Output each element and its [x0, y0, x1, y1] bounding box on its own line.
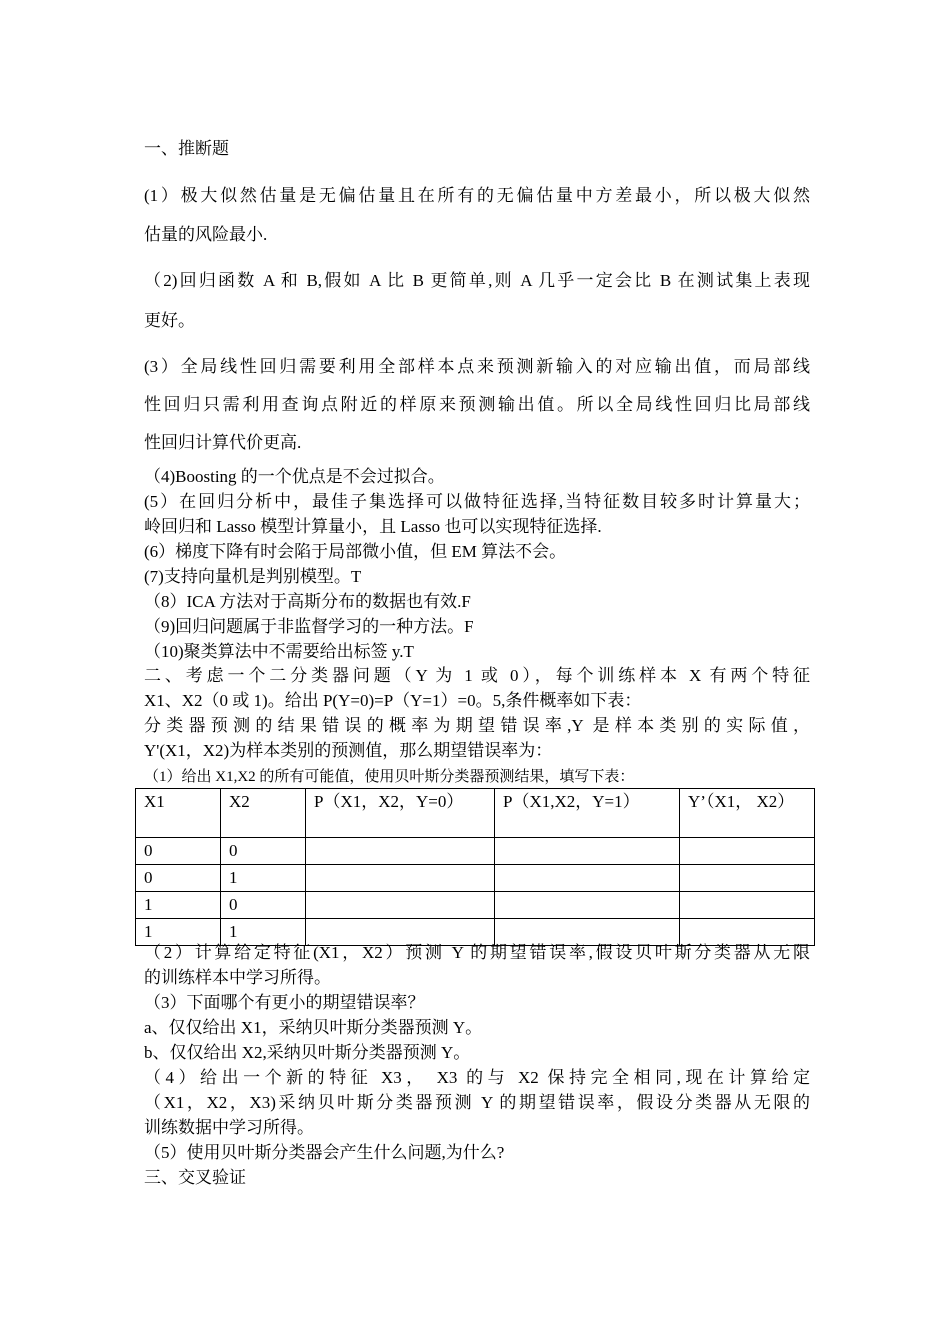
cell-x1: 1: [136, 919, 221, 946]
question-2-line-1: （2)回归函数 A 和 B,假如 A 比 B 更简单,则 A 几乎一定会比 B 在测试集上表现: [144, 271, 810, 290]
question-2-line-2: 更好。: [144, 311, 195, 330]
cell-y-pred: [680, 865, 815, 892]
sub-question-4-line-3: 训练数据中学习所得。: [144, 1118, 314, 1137]
table-row: [136, 865, 815, 892]
prediction-table: [135, 788, 815, 946]
option-a: a、仅仅给出 X1，采纳贝叶斯分类器预测 Y。: [144, 1018, 483, 1037]
cell-x2: 0: [221, 892, 306, 919]
section-heading-1: 一、推断题: [144, 139, 229, 158]
option-b: b、仅仅给出 X2,采纳贝叶斯分类器预测 Y。: [144, 1043, 471, 1062]
table-row: [136, 838, 815, 865]
question-6: (6）梯度下降有时会陷于局部微小值，但 EM 算法不会。: [144, 542, 567, 561]
section-heading-3: 三、交叉验证: [144, 1168, 246, 1187]
cell-p-y1: [495, 892, 680, 919]
header-y-pred: Y’（X1， X2）: [680, 789, 815, 838]
section-heading-2-line-2: X1、X2（0 或 1)。给出 P(Y=0)=P（Y=1）=0。5,条件概率如下表：: [144, 691, 642, 710]
question-7: (7)支持向量机是判别模型。T: [144, 567, 362, 586]
table-header-row: [136, 789, 815, 838]
sub-question-3: （3）下面哪个有更小的期望错误率？: [144, 993, 425, 1012]
cell-p-y0: [306, 892, 495, 919]
cell-x1: 1: [136, 892, 221, 919]
header-x1: X1: [136, 789, 221, 838]
question-8: （8）ICA 方法对于高斯分布的数据也有效.F: [144, 592, 471, 611]
cell-x1: 0: [136, 838, 221, 865]
cell-x2: 1: [221, 919, 306, 946]
sub-question-1: （1）给出 X1,X2 的所有可能值，使用贝叶斯分类器预测结果，填写下表：: [144, 769, 635, 785]
question-9: （9)回归问题属于非监督学习的一种方法。F: [144, 617, 474, 636]
cell-p-y0: [306, 865, 495, 892]
cell-y-pred: [680, 892, 815, 919]
error-rate-line-2: Y'(X1，X2)为样本类别的预测值，那么期望错误率为：: [144, 741, 553, 760]
question-3-line-3: 性回归计算代价更高.: [144, 433, 302, 452]
cell-x1: 0: [136, 865, 221, 892]
question-10: （10)聚类算法中不需要给出标签 y.T: [144, 642, 414, 661]
sub-question-5: （5）使用贝叶斯分类器会产生什么问题,为什么?: [144, 1143, 505, 1162]
header-x2: X2: [221, 789, 306, 838]
sub-question-2-line-1: （2）计算给定特征(X1，X2）预测 Y 的期望错误率,假设贝叶斯分类器从无限: [144, 943, 810, 962]
sub-question-2-line-2: 的训练样本中学习所得。: [144, 968, 331, 987]
sub-question-4-line-2: （X1，X2，X3)采纳贝叶斯分类器预测 Y 的期望错误率，假设分类器从无限的: [144, 1093, 810, 1112]
cell-x2: 1: [221, 865, 306, 892]
question-3-line-1: (3）全局线性回归需要利用全部样本点来预测新输入的对应输出值，而局部线: [144, 357, 810, 376]
question-3-line-2: 性回归只需利用查询点附近的样原来预测输出值。所以全局线性回归比局部线: [144, 395, 810, 414]
question-1-line-2: 估量的风险最小.: [144, 225, 268, 244]
sub-question-4-line-1: （4）给出一个新的特征 X3， X3 的与 X2 保持完全相同,现在计算给定: [144, 1068, 810, 1087]
section-heading-2-line-1: 二、考虑一个二分类器问题（Y 为 1 或 0），每个训练样本 X 有两个特征: [144, 666, 810, 685]
header-p-y0: P（X1，X2，Y=0）: [306, 789, 495, 838]
question-5-line-1: (5）在回归分析中，最佳子集选择可以做特征选择,当特征数目较多时计算量大；: [144, 492, 810, 511]
question-1-line-1: (1）极大似然估量是无偏估量且在所有的无偏估量中方差最小，所以极大似然: [144, 186, 810, 205]
cell-p-y0: [306, 838, 495, 865]
cell-y-pred: [680, 838, 815, 865]
header-p-y1: P（X1,X2，Y=1）: [495, 789, 680, 838]
error-rate-line-1: 分类器预测的结果错误的概率为期望错误率,Y 是样本类别的实际值，: [144, 716, 810, 735]
cell-p-y1: [495, 838, 680, 865]
table-row: [136, 892, 815, 919]
question-4: （4)Boosting 的一个优点是不会过拟合。: [144, 467, 445, 486]
cell-p-y1: [495, 865, 680, 892]
cell-x2: 0: [221, 838, 306, 865]
question-5-line-2: 岭回归和 Lasso 模型计算量小，且 Lasso 也可以实现特征选择.: [144, 517, 602, 536]
